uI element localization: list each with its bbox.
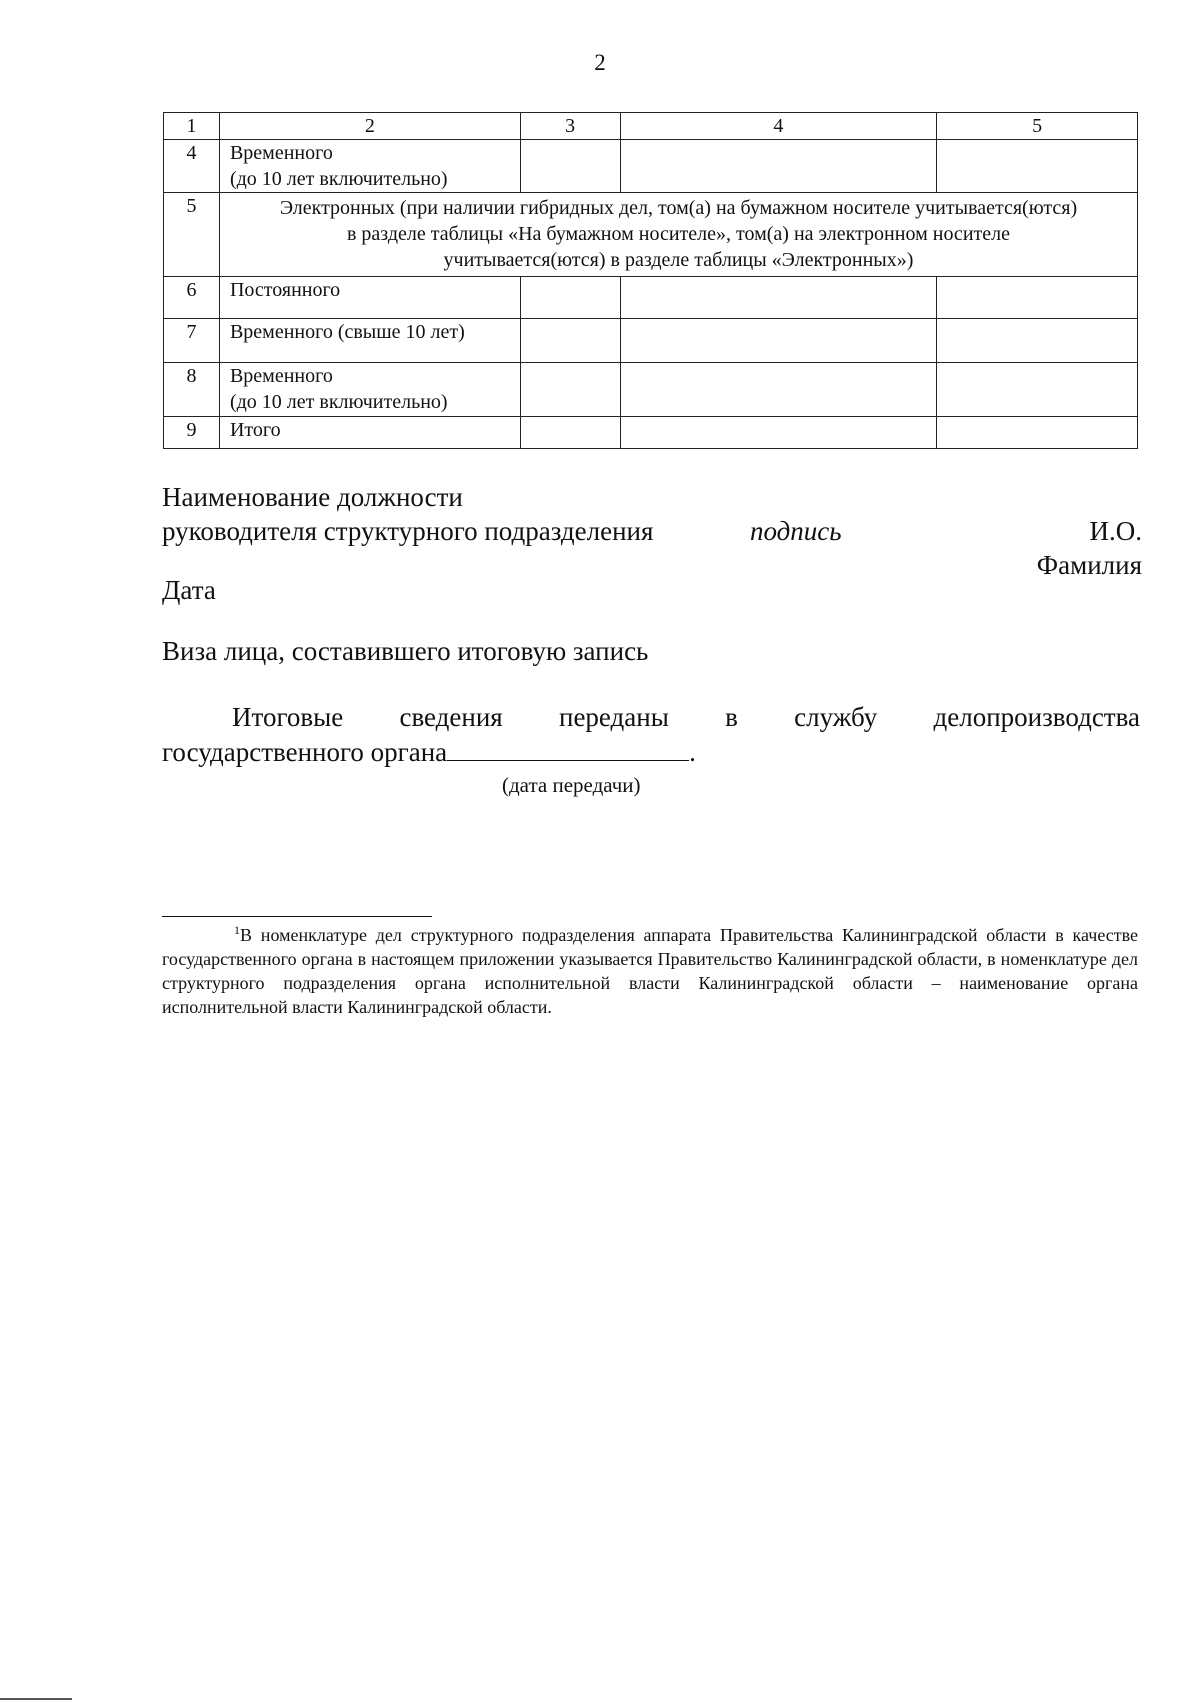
table-cell — [620, 417, 937, 449]
footnote-text: В номенклатуре дел структурного подразделения аппарата Правительства Калининградской области в качестве государственного органа в настоящем приложении указывается Правительство Калининградской области, в номенклатуре дел структурного подразделения органа исполнительной власти Калининградской области – наименование органа исполнительной власти Калининградской области. — [162, 925, 1138, 1017]
row-label-line: Временного — [229, 142, 333, 164]
row-label-line: (до 10 лет включительно) — [229, 391, 448, 413]
row-label — [219, 277, 520, 319]
row-label-line: (до 10 лет включительно) — [229, 168, 448, 190]
table-cell — [937, 277, 1138, 319]
row-label-line: Постоянного — [229, 279, 341, 301]
row-number: 5 — [164, 193, 220, 277]
row-label — [219, 363, 520, 417]
row-number: 7 — [164, 319, 220, 363]
footnote — [162, 918, 1138, 1019]
table-cell — [937, 319, 1138, 363]
header-cell: 4 — [620, 113, 937, 140]
date-label: Дата — [162, 575, 216, 605]
table-header-row — [164, 113, 1138, 140]
transfer-word: службу — [794, 702, 878, 732]
summary-table — [163, 112, 1138, 449]
table-cell — [937, 140, 1138, 193]
transfer-date-blank — [447, 734, 689, 761]
signer-name: И.О. Фамилия — [1036, 516, 1142, 580]
position-title-line2: руководителя структурного подразделения — [162, 516, 654, 546]
page-number: 2 — [594, 50, 606, 75]
row-number: 9 — [164, 417, 220, 449]
row-label-line: Электронных (при наличии гибридных дел, том(а) на бумажном носителе учитывается(ются) — [279, 197, 1078, 219]
signature-placeholder: подпись — [750, 516, 842, 546]
header-cell: 1 — [164, 113, 220, 140]
signature-block — [162, 480, 1142, 582]
footnote-separator — [162, 916, 432, 917]
table-row — [164, 277, 1138, 319]
table-cell — [620, 277, 937, 319]
table-cell — [520, 363, 620, 417]
footnote-mark: 1 — [234, 923, 240, 937]
visa-label: Виза лица, составившего итоговую запись — [162, 636, 649, 666]
table-cell — [620, 319, 937, 363]
signature-row — [162, 514, 1142, 582]
header-cell: 5 — [937, 113, 1138, 140]
row-number: 8 — [164, 363, 220, 417]
table-row — [164, 319, 1138, 363]
row-label — [219, 140, 520, 193]
header-cell: 2 — [219, 113, 520, 140]
table-cell — [520, 277, 620, 319]
transfer-word: сведения — [399, 702, 503, 732]
merged-row-label — [219, 193, 1137, 277]
table-row — [164, 140, 1138, 193]
transfer-line1 — [162, 700, 1140, 734]
table-row — [164, 193, 1138, 277]
header-cell: 3 — [520, 113, 620, 140]
table-cell — [620, 140, 937, 193]
table-cell — [937, 363, 1138, 417]
position-title-line1: Наименование должности — [162, 482, 463, 512]
row-label-line: учитывается(ются) в разделе таблицы «Электронных») — [443, 249, 914, 271]
table-cell — [937, 417, 1138, 449]
table-row — [164, 363, 1138, 417]
row-number: 6 — [164, 277, 220, 319]
scan-edge-mark — [0, 1698, 72, 1700]
transfer-word: в — [725, 702, 738, 732]
transfer-line2 — [162, 734, 1140, 769]
row-label — [219, 319, 520, 363]
row-label — [219, 417, 520, 449]
table-row — [164, 417, 1138, 449]
transfer-date-caption: (дата передачи) — [502, 773, 641, 797]
transfer-end-mark: . — [689, 737, 696, 767]
table-cell — [520, 319, 620, 363]
transfer-word: Итоговые — [232, 702, 344, 732]
transfer-word: делопроизводства — [933, 702, 1140, 732]
table-cell — [620, 363, 937, 417]
row-label-line: в разделе таблицы «На бумажном носителе», том(а) на электронном носителе — [346, 223, 1010, 245]
row-label-line: Временного (свыше 10 лет) — [229, 321, 465, 343]
transfer-body-text: государственного органа — [162, 737, 448, 767]
table-cell — [520, 417, 620, 449]
table-cell — [520, 140, 620, 193]
row-label-line: Итого — [229, 419, 281, 441]
transfer-word: переданы — [559, 702, 669, 732]
transfer-statement — [162, 700, 1140, 797]
row-label-line: Временного — [229, 365, 333, 387]
row-number: 4 — [164, 140, 220, 193]
